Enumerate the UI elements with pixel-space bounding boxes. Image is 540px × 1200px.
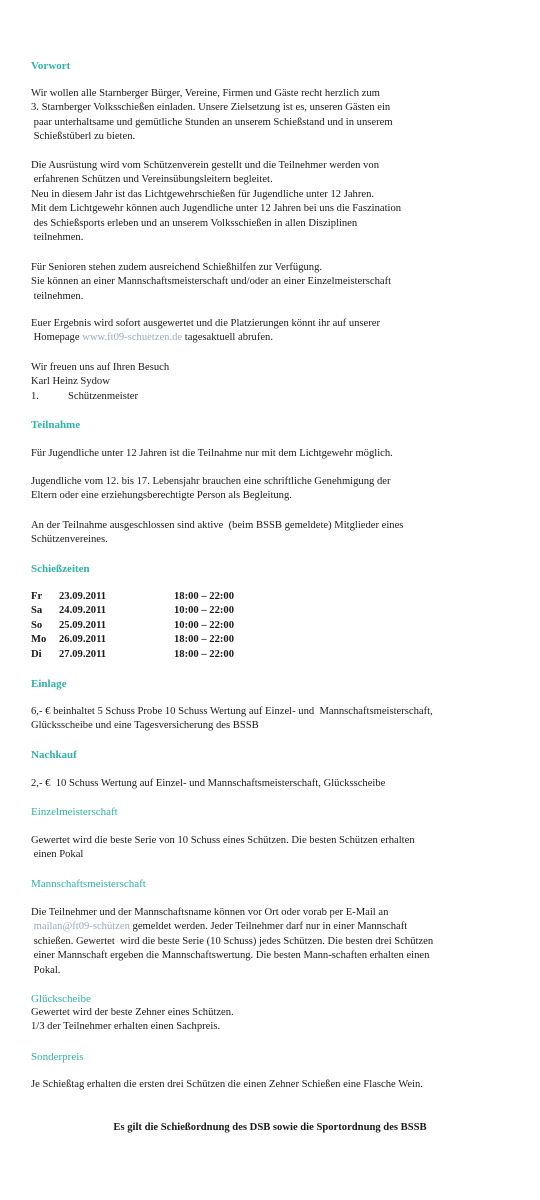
schedule-row: Fr 23.09.2011 18:00 – 22:00	[31, 591, 235, 602]
heading-sonderpreis: Sonderpreis	[31, 1051, 84, 1063]
teilnahme-paragraph-1: Für Jugendliche unter 12 Jahren ist die Teilnahme nur mit dem Lichtgewehr möglich.	[31, 448, 393, 459]
nachkauf-text: 2,- € 10 Schuss Wertung auf Einzel- und Mannschaftsmeisterschaft, Glücksscheibe	[31, 778, 386, 789]
schedule-table	[31, 590, 234, 662]
footer-note: Es gilt die Schießordnung des DSB sowie die Sportordnung des BSSB	[113, 1122, 427, 1133]
email-link[interactable]: mailan@ft09-schützen	[31, 921, 130, 933]
heading-glueckscheibe: Glückscheibe	[31, 993, 91, 1005]
teilnahme-paragraph-2: Jugendliche vom 12. bis 17. Lebensjahr brauchen eine schriftliche Genehmigung der Eltern oder eine erziehungsberechtigte Person als Begleitung.	[31, 476, 391, 502]
heading-einlage: Einlage	[31, 678, 67, 690]
schedule-row: Di 27.09.2011 18:00 – 22:00	[31, 648, 235, 660]
vorwort-closing: Wir freuen uns auf Ihren Besuch Karl Heinz Sydow 1. Schützenmeister	[31, 362, 170, 402]
teilnahme-paragraph-3: An der Teilnahme ausgeschlossen sind aktive (beim BSSB gemeldete) Mitglieder eines Schützenvereines.	[31, 520, 404, 546]
heading-schiesszeiten: Schießzeiten	[31, 563, 90, 575]
heading-nachkauf: Nachkauf	[31, 749, 77, 761]
heading-teilnahme: Teilnahme	[31, 419, 81, 431]
heading-einzelmeisterschaft: Einzelmeisterschaft	[31, 806, 118, 818]
vorwort-paragraph-1: Wir wollen alle Starnberger Bürger, Vereine, Firmen und Gäste recht herzlich zum 3. Starnberger Volksschießen einladen. Unsere Zielsetzung ist es, unseren Gästen ein paar unterhaltsame und gemütliche Stunden an unserem Schießstand und in unserem Schießstüberl zu bieten.	[31, 88, 393, 143]
heading-mannschaftsmeisterschaft: Mannschaftsmeisterschaft	[31, 878, 146, 890]
schedule-row: Sa 24.09.2011 10:00 – 22:00	[31, 605, 235, 617]
sonder-text: Je Schießtag erhalten die ersten drei Schützen die einen Zehner Schießen eine Flasche Wein.	[31, 1079, 423, 1090]
mannschaft-text: Die Teilnehmer und der Mannschaftsname können vor Ort oder vorab per E-Mail an mailan@ft09-schützen gemeldet werden. Jeder Teilnehmer darf nur in einer Mannschaft schießen. Gewertet wird die beste Serie (10 Schuss) jedes Schützen. Die besten drei Schützen einer Mannschaft ergeben die Mannschaftswertung. Die besten Mann-schaften erhalten einen Pokal.	[31, 907, 434, 976]
einlage-text: 6,- € beinhaltet 5 Schuss Probe 10 Schuss Wertung auf Einzel- und Mannschaftsmeisterschaft, Glücksscheibe und eine Tagesversicherung des BSSB	[31, 706, 433, 732]
schedule-row: So 25.09.2011 10:00 – 22:00	[31, 619, 235, 631]
einzel-text: Gewertet wird die beste Serie von 10 Schuss eines Schützen. Die besten Schützen erhalten einen Pokal	[31, 835, 415, 861]
homepage-link[interactable]: www.ft09-schuetzen.de	[82, 332, 183, 344]
vorwort-paragraph-2: Die Ausrüstung wird vom Schützenverein gestellt und die Teilnehmer werden von erfahrenen Schützen und Vereinsübungsleitern begleitet. Neu in diesem Jahr ist das Lichtgewehrschießen für Jugendliche unter 12 Jahren. Mit dem Lichtgewehr können auch Jugendliche unter 12 Jahren bei uns die Faszination des Schießsports erleben und an unserem Volksschießen in allen Disziplinen teilnehmen.	[31, 160, 402, 244]
schedule-row: Mo 26.09.2011 18:00 – 22:00	[31, 634, 235, 646]
heading-vorwort: Vorwort	[31, 60, 71, 72]
glueck-text: Gewertet wird der beste Zehner eines Schützen. 1/3 der Teilnehmer erhalten einen Sachpreis.	[31, 1007, 234, 1033]
vorwort-paragraph-4: Euer Ergebnis wird sofort ausgewertet und die Platzierungen könnt ihr auf unserer Homepage www.ft09-schuetzen.de tagesaktuell abrufen.	[31, 318, 380, 344]
vorwort-paragraph-3: Für Senioren stehen zudem ausreichend Schießhilfen zur Verfügung. Sie können an einer Mannschaftsmeisterschaft und/oder an einer Einzelmeisterschaft teilnehmen.	[31, 262, 392, 302]
